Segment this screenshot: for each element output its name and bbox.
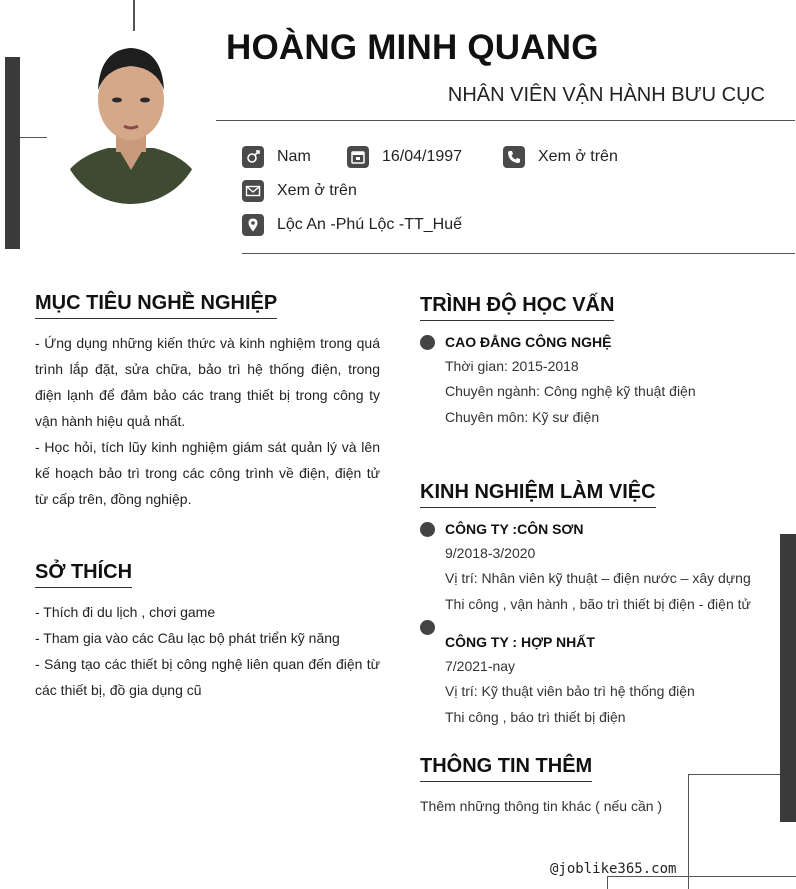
education-major: Chuyên ngành: Công nghệ kỹ thuật điện — [445, 383, 696, 399]
job-company: CÔNG TY :CÔN SƠN — [445, 521, 584, 537]
hobby-item: - Sáng tạo các thiết bị công nghệ liên quan đến điện từ các thiết bị, đồ gia dụng cũ — [35, 656, 380, 698]
corner-frame-left — [688, 774, 689, 889]
gender-value: Nam — [277, 148, 311, 165]
avatar — [60, 36, 202, 204]
birthday-value: 16/04/1997 — [382, 148, 463, 165]
right-accent-bar — [780, 534, 796, 822]
job-duties: Thi công , báo trì thiết bị điện — [445, 709, 626, 725]
extra-info-text: Thêm những thông tin khác ( nếu cần ) — [420, 798, 663, 814]
education-title: TRÌNH ĐỘ HỌC VẤN — [420, 294, 614, 321]
corner-frame-bottom-left — [607, 876, 608, 889]
address-value: Lộc An -Phú Lộc -TT_Huế — [277, 216, 462, 233]
candidate-name: HOÀNG MINH QUANG — [226, 28, 599, 67]
hobby-item: - Thích đi du lịch , chơi game — [35, 604, 216, 620]
education-bullet — [420, 335, 435, 350]
contact-phone — [503, 146, 618, 168]
contact-divider — [242, 253, 795, 254]
job-position: Vị trí: Nhân viên kỹ thuật – điện nước – xây dựng — [445, 570, 751, 586]
objective-paragraph-2: - Học hỏi, tích lũy kinh nghiệm giám sát quản lý và lên kế hoạch bảo trì trong các công trình về điện, điện tử từ cấp trên, đồng nghiệp. — [35, 439, 380, 507]
phone-icon — [503, 146, 525, 168]
education-specialty: Chuyên môn: Kỹ sư điện — [445, 409, 600, 425]
corner-frame-top — [688, 774, 780, 775]
hobby-item: - Tham gia vào các Câu lạc bộ phát triển kỹ năng — [35, 630, 340, 646]
contact-email — [242, 180, 357, 202]
education-period: Thời gian: 2015-2018 — [445, 358, 579, 374]
photo-top-line — [133, 0, 135, 34]
experience-bullet — [420, 522, 435, 537]
contact-gender — [242, 146, 311, 168]
job-company: CÔNG TY : HỢP NHẤT — [445, 634, 595, 650]
calendar-icon — [347, 146, 369, 168]
contact-birthday — [347, 146, 462, 168]
location-pin-icon — [242, 214, 264, 236]
hobbies-title: SỞ THÍCH — [35, 561, 132, 588]
job-duties: Thi công , vận hành , bão trì thiết bị điện - điện tử — [445, 596, 751, 612]
experience-title: KINH NGHIỆM LÀM VIỆC — [420, 481, 656, 508]
gender-icon — [242, 146, 264, 168]
photo-left-line — [20, 137, 47, 138]
experience-bullet — [420, 620, 435, 635]
phone-value: Xem ở trên — [538, 148, 618, 165]
site-watermark: @joblike365.com — [550, 861, 677, 877]
job-position: Vị trí: Kỹ thuật viên bảo trì hệ thống điện — [445, 683, 695, 699]
objective-paragraph-1: - Ứng dụng những kiến thức và kinh nghiệm trong quá trình lắp đặt, sửa chữa, bảo trì hệ thống điện, trong điện lạnh để đảm bảo các trang thiết bị trong công ty vận hành hiệu quả nhất. — [35, 335, 380, 429]
job-title: NHÂN VIÊN VẬN HÀNH BƯU CỤC — [447, 84, 765, 106]
contact-address — [242, 214, 462, 236]
job-period: 9/2018-3/2020 — [445, 545, 536, 561]
objective-title: MỤC TIÊU NGHỀ NGHIỆP — [35, 292, 277, 319]
email-icon — [242, 180, 264, 202]
extra-info-title: THÔNG TIN THÊM — [420, 755, 592, 782]
education-school: CAO ĐẲNG CÔNG NGHỆ — [445, 334, 612, 350]
job-period: 7/2021-nay — [445, 658, 516, 674]
email-value: Xem ở trên — [277, 182, 357, 199]
header-divider — [216, 120, 795, 121]
left-accent-bar — [5, 57, 20, 249]
